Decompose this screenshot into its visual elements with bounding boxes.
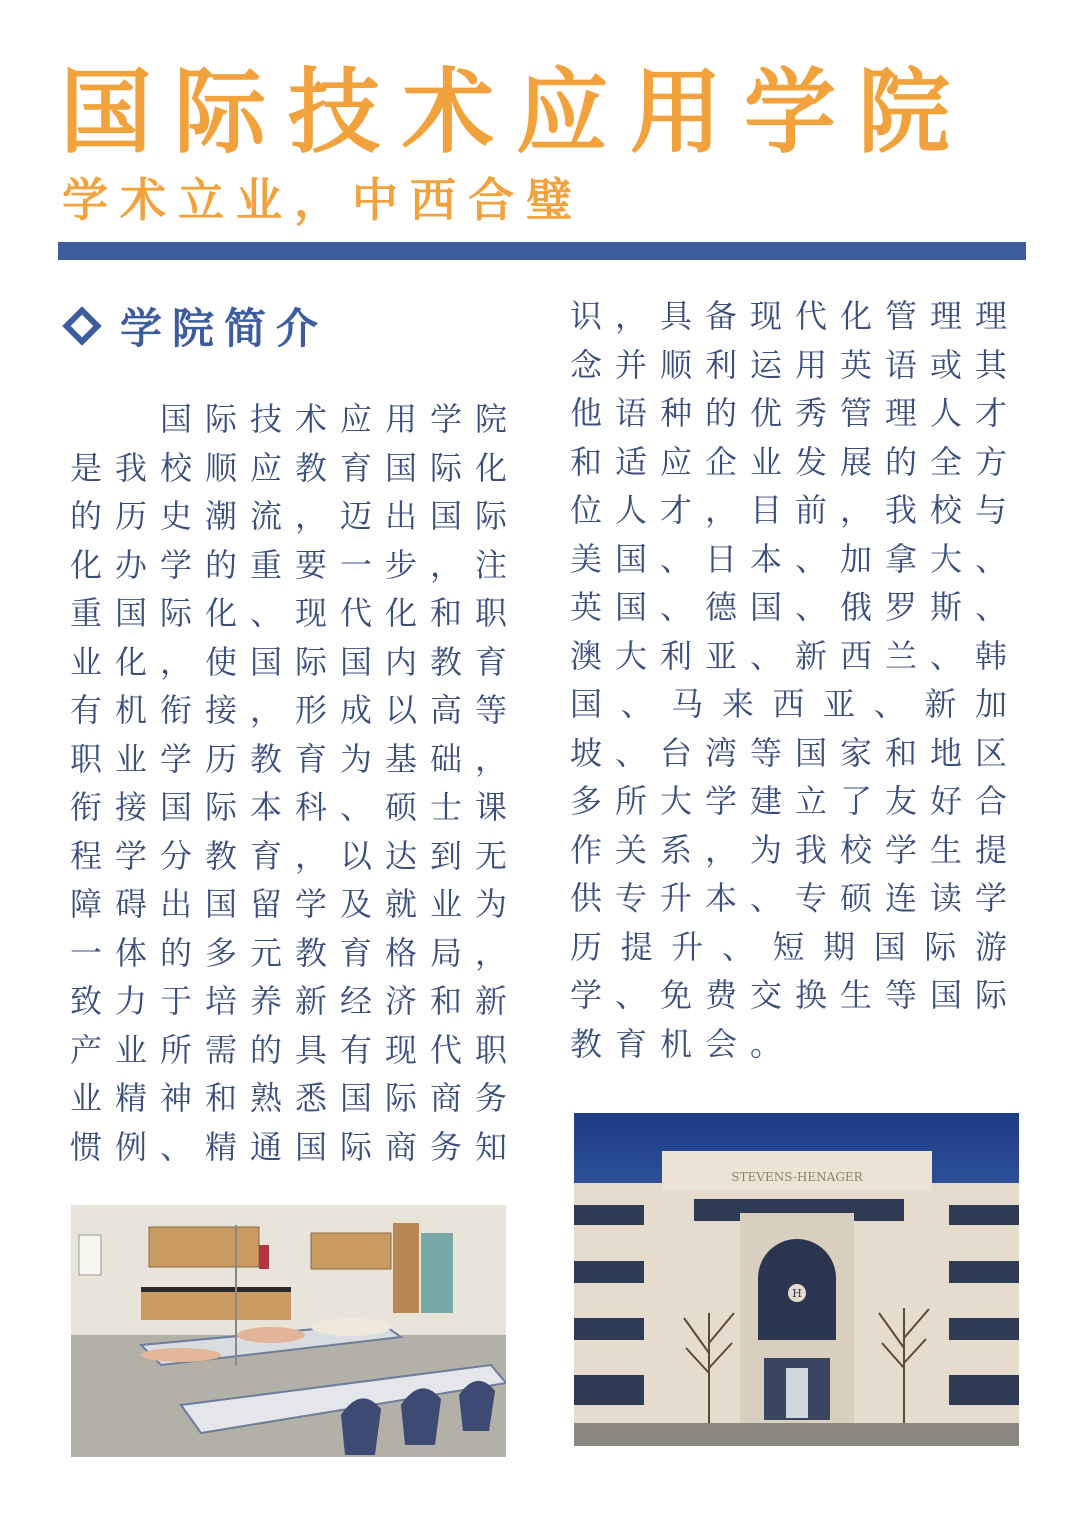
header-divider xyxy=(58,242,1026,260)
section-heading xyxy=(62,296,328,356)
nursing-lab-photo xyxy=(71,1205,506,1457)
building-sign: STEVENS-HENAGER xyxy=(731,1170,863,1184)
nursing-lab-illustration xyxy=(71,1205,506,1457)
campus-building-photo xyxy=(574,1113,1019,1446)
diamond-outline-icon xyxy=(62,306,102,346)
h-emblem: H xyxy=(792,1287,802,1300)
intro-text-left-column: 国际技术应用学院是我校顺应教育国际化的历史潮流，迈出国际化办学的重要一步，注重国际化、现代化和职业化，使国际国内教育有机衔接，形成以高等职业学历教育为基础，衔接国际本科、硕士课程学分教育，以达到无障碍出国留学及就业为一体的多元教育格局，致力于培养新经济和新产业所需的具有现代职业精神和熟悉国际商务惯例、精通国际商务知 xyxy=(70,400,521,1166)
page-subtitle: 学术立业，中西合璧 xyxy=(62,173,584,227)
intro-text-right-column: 识，具备现代化管理理念并顺利运用英语或其他语种的优秀管理人才和适应企业发展的全方位人才，目前，我校与美国、日本、加拿大、英国、德国、俄罗斯、澳大利亚、新西兰、韩国、马来西亚、新加坡、台湾等国家和地区多所大学建立了友好合作关系，为我校学生提供专升本、专硕连读学历提升、短期国际游学、免费交换生等国际教育机会。 xyxy=(570,297,1021,1063)
campus-building-illustration xyxy=(574,1113,1019,1446)
section-title: 学院简介 xyxy=(120,304,329,353)
page-title: 国际技术应用学院 xyxy=(60,59,973,166)
